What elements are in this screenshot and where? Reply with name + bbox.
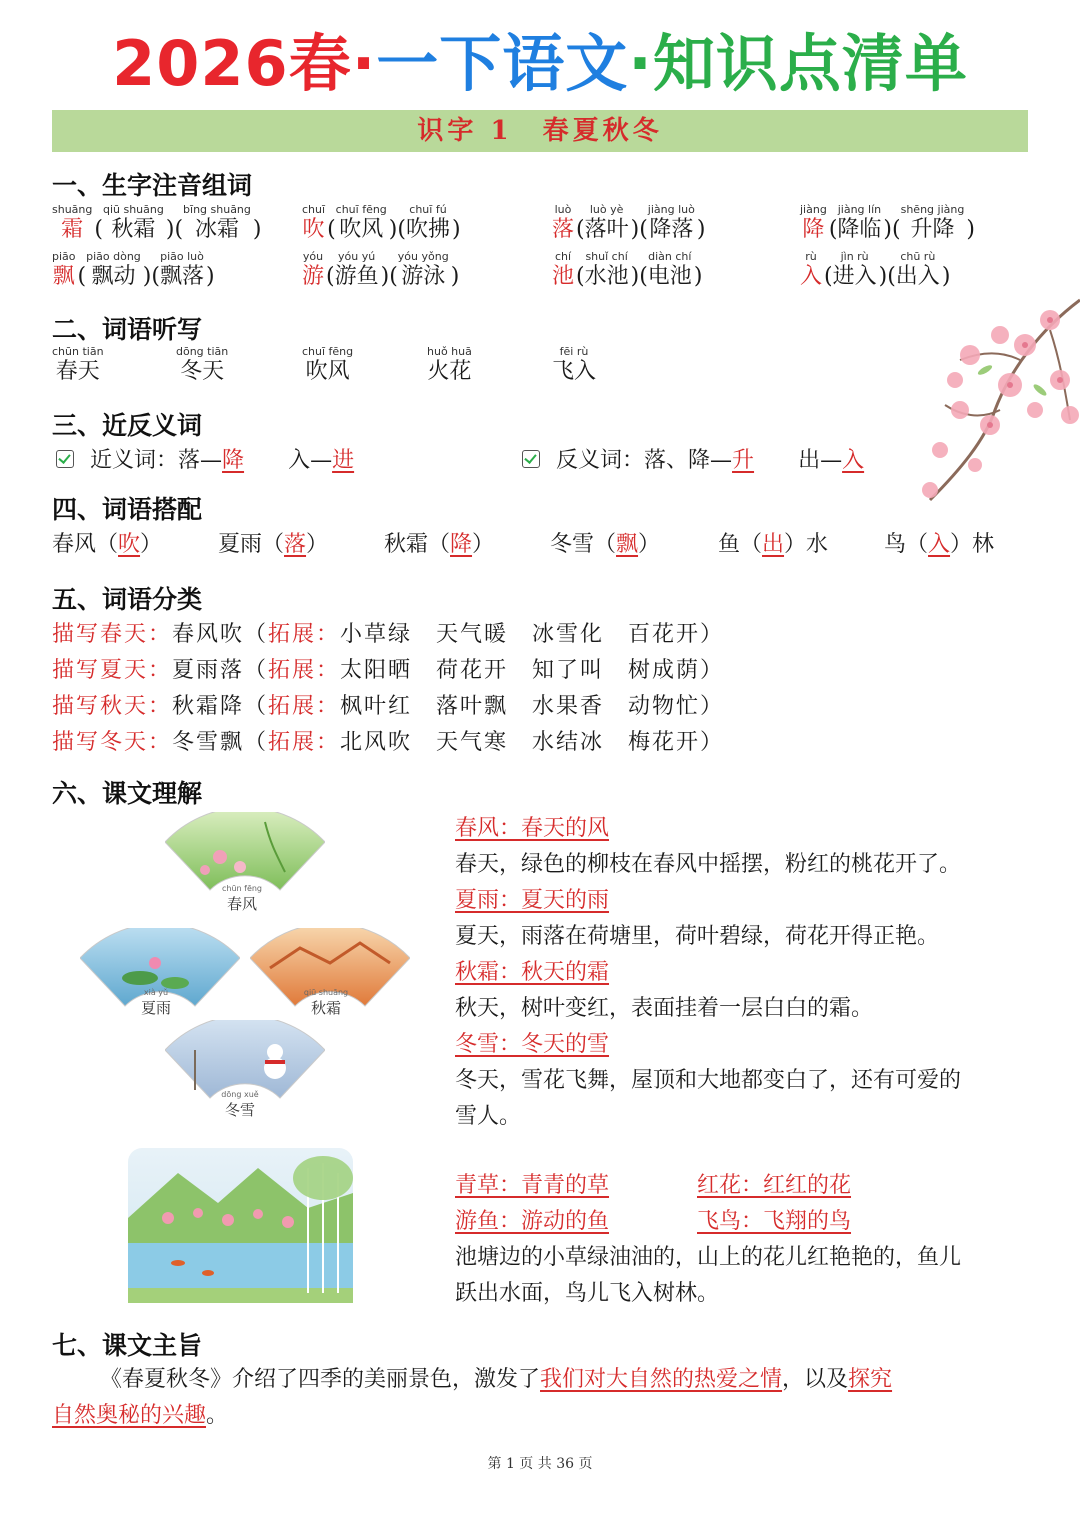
hanzi: 池 <box>552 264 575 289</box>
pinyin: chí <box>554 250 572 263</box>
dictation-item <box>302 345 355 386</box>
hanzi: 飘落 <box>159 264 204 289</box>
dictation-word <box>552 345 596 386</box>
checkbox-icon <box>56 450 74 468</box>
classification-row: 描写秋天：秋霜降（拓展：枫叶红 落叶飘 水果香 动物忙） <box>52 694 725 719</box>
pinyin: chuī fēng <box>335 203 387 216</box>
peach-blossom-decoration <box>900 290 1080 530</box>
hanzi: 吹拂 <box>405 217 450 242</box>
word-2 <box>901 203 965 244</box>
bracket: ) <box>205 264 215 289</box>
section-heading-7: 七、课文主旨 <box>52 1331 203 1360</box>
word-2 <box>648 203 695 244</box>
word-1 <box>103 203 164 244</box>
word-2 <box>406 203 450 244</box>
bracket: ( <box>576 217 585 242</box>
bracket: ) <box>451 217 461 242</box>
bracket: ( <box>94 217 103 242</box>
classification-row: 描写冬天：冬雪飘（拓展：北风吹 天气寒 水结冰 梅花开） <box>52 730 725 755</box>
antonyms-line: 反义词：落、降—升 出—入 <box>522 443 864 474</box>
pinyin: chuī <box>302 203 326 216</box>
hanzi: 飘 <box>52 264 75 289</box>
hanzi: 霜 <box>61 217 84 242</box>
word-2 <box>183 203 251 244</box>
pair-row-2b: 飞鸟：飞翔的鸟 <box>697 1209 852 1234</box>
char-main <box>52 203 92 244</box>
dictation-word <box>176 345 228 386</box>
checkbox-icon <box>522 450 540 468</box>
hanzi: 游泳 <box>401 264 446 289</box>
hanzi: 电池 <box>647 264 692 289</box>
bracket: ) <box>696 217 706 242</box>
hanzi: 游 <box>302 264 325 289</box>
hanzi: 落 <box>552 217 575 242</box>
pinyin: bīng shuāng <box>183 203 251 216</box>
bracket: ) <box>450 264 460 289</box>
word-2 <box>160 250 204 291</box>
pinyin: chū rù <box>900 250 936 263</box>
word-2 <box>896 250 940 291</box>
pinyin: jiàng luò <box>647 203 695 216</box>
pinyin: fēi rù <box>559 345 589 358</box>
hanzi: 出入 <box>895 264 940 289</box>
fan-label-winter: dōng xuě 冬雪 <box>221 1090 259 1119</box>
page-title: 2026春·一下语文·知识点清单 <box>112 27 968 100</box>
hanzi: 入 <box>800 264 823 289</box>
collocation-item: 春风（吹） <box>52 532 163 557</box>
understanding-heading: 秋霜：秋天的霜 <box>455 960 610 985</box>
synonyms-line: 近义词：落—降 入—进 <box>56 443 354 474</box>
hanzi: 吹风 <box>305 359 350 384</box>
pinyin: qiū shuāng <box>102 203 164 216</box>
hanzi: 火花 <box>427 359 472 384</box>
hanzi: 游鱼 <box>334 264 379 289</box>
pinyin: rù <box>805 250 817 263</box>
classification-row: 描写春天：春风吹（拓展：小草绿 天气暖 冰雪化 百花开） <box>52 622 725 647</box>
pinyin: jiàng lín <box>837 203 882 216</box>
theme-line-1: 《春夏秋冬》介绍了四季的美丽景色，激发了我们对大自然的热爱之情，以及探究 <box>100 1367 893 1392</box>
char-entry <box>302 250 459 291</box>
winter-fan-illustration <box>165 1020 325 1100</box>
bracket: ) <box>966 217 975 242</box>
bracket: ( <box>326 264 335 289</box>
char-main <box>52 250 76 291</box>
pond-description-2: 跃出水面，鸟儿飞入树林。 <box>455 1281 720 1306</box>
pinyin: diàn chí <box>648 250 692 263</box>
hanzi: 进入 <box>832 264 877 289</box>
bracket: )( <box>883 217 901 242</box>
pond-landscape-illustration <box>128 1148 353 1303</box>
pond-description-1: 池塘边的小草绿油油的，山上的花儿红艳艳的，鱼儿 <box>455 1245 962 1270</box>
bracket: ) <box>693 264 703 289</box>
pinyin: chūn tiān <box>52 345 104 358</box>
hanzi: 吹风 <box>339 217 384 242</box>
understanding-text: 雪人。 <box>455 1104 522 1129</box>
spring-fan-illustration <box>165 812 325 892</box>
bracket: )( <box>165 217 184 242</box>
char-entry <box>302 203 461 244</box>
char-entry <box>800 250 950 291</box>
hanzi: 飘动 <box>91 264 136 289</box>
section-heading-5: 五、词语分类 <box>52 585 203 614</box>
pinyin: piāo luò <box>160 250 204 263</box>
page-footer: 第 1 页 共 36 页 <box>487 1456 593 1472</box>
pinyin: yóu yú <box>338 250 376 263</box>
collocation-item: 夏雨（落） <box>218 532 329 557</box>
pinyin: luò <box>554 203 572 216</box>
pinyin: chuī fēng <box>302 345 354 358</box>
section-heading-4: 四、词语搭配 <box>52 495 203 524</box>
word-1 <box>837 203 881 244</box>
hanzi: 秋霜 <box>111 217 156 242</box>
pinyin: shuāng <box>52 203 93 216</box>
bracket: )( <box>388 217 406 242</box>
bracket: )( <box>630 217 648 242</box>
understanding-text: 春天，绿色的柳枝在春风中摇摆，粉红的桃花开了。 <box>455 852 962 877</box>
word-1 <box>86 250 141 291</box>
hanzi: 春天 <box>55 359 100 384</box>
word-2 <box>648 250 692 291</box>
fan-label-autumn: qiū shuāng 秋霜 <box>303 988 349 1017</box>
dictation-item <box>176 345 230 386</box>
fan-label-spring: chūn fēng 春风 <box>221 884 263 913</box>
collocation-item: 鸟（入）林 <box>884 532 995 557</box>
dictation-item <box>427 345 474 386</box>
pinyin: chuī fú <box>409 203 447 216</box>
bracket: ( <box>327 217 336 242</box>
bracket: )( <box>380 264 398 289</box>
understanding-heading: 春风：春天的风 <box>455 816 610 841</box>
collocation-item: 鱼（出）水 <box>718 532 829 557</box>
pair-row-1: 青草：青青的草 <box>455 1173 610 1198</box>
understanding-text: 冬天，雪花飞舞，屋顶和大地都变白了，还有可爱的 <box>455 1068 962 1093</box>
hanzi: 降临 <box>837 217 882 242</box>
pinyin: yóu <box>302 250 324 263</box>
hanzi: 冬天 <box>180 359 225 384</box>
section-heading-2: 二、词语听写 <box>52 315 203 344</box>
dictation-word <box>302 345 353 386</box>
fan-label-summer: xià yǔ 夏雨 <box>140 988 171 1017</box>
word-1 <box>336 203 387 244</box>
hanzi: 水池 <box>584 264 629 289</box>
pinyin: yóu yǒng <box>397 250 449 263</box>
char-main <box>552 203 574 244</box>
lesson-banner: 识字 1 春夏秋冬 <box>52 110 1028 152</box>
char-main <box>302 203 325 244</box>
pinyin: jìn rù <box>840 250 869 263</box>
word-1 <box>335 250 379 291</box>
collocation-item: 秋霜（降） <box>384 532 495 557</box>
char-main <box>302 250 324 291</box>
bracket: )( <box>630 264 648 289</box>
char-main <box>800 203 827 244</box>
understanding-heading: 夏雨：夏天的雨 <box>455 888 610 913</box>
bracket: ( <box>77 264 87 289</box>
bracket: ) <box>941 264 951 289</box>
pinyin: huǒ huā <box>427 345 472 358</box>
pinyin: shēng jiàng <box>900 203 965 216</box>
hanzi: 降 <box>802 217 825 242</box>
word-2 <box>398 250 449 291</box>
pinyin: dōng tiān <box>176 345 229 358</box>
understanding-heading: 冬雪：冬天的雪 <box>455 1032 610 1057</box>
char-main <box>800 250 822 291</box>
hanzi: 飞入 <box>552 359 597 384</box>
word-1 <box>833 250 877 291</box>
bracket: ( <box>828 217 838 242</box>
pinyin: shuǐ chí <box>585 250 628 263</box>
dictation-word <box>52 345 104 386</box>
hanzi: 落叶 <box>584 217 629 242</box>
pinyin: piāo dòng <box>86 250 141 263</box>
word-1 <box>585 250 629 291</box>
dictation-item <box>52 345 106 386</box>
char-entry <box>552 250 702 291</box>
hanzi: 冰霜 <box>194 217 239 242</box>
char-entry <box>52 250 215 291</box>
bracket: )( <box>878 264 896 289</box>
section-heading-1: 一、生字注音组词 <box>52 171 253 200</box>
understanding-text: 秋天，树叶变红，表面挂着一层白白的霜。 <box>455 996 874 1021</box>
hanzi: 降落 <box>649 217 694 242</box>
collocation-item: 冬雪（飘） <box>550 532 661 557</box>
dictation-word <box>427 345 472 386</box>
section-heading-3: 三、近反义词 <box>52 411 203 440</box>
pinyin: luò yè <box>589 203 624 216</box>
bracket: ) <box>252 217 262 242</box>
pair-row-1b: 红花：红红的花 <box>697 1173 852 1198</box>
hanzi: 吹 <box>302 217 325 242</box>
char-entry <box>52 203 261 244</box>
bracket: ( <box>576 264 585 289</box>
pair-row-2: 游鱼：游动的鱼 <box>455 1209 610 1234</box>
bracket: ( <box>824 264 833 289</box>
pinyin: piāo <box>52 250 76 263</box>
theme-line-2: 自然奥秘的兴趣。 <box>52 1403 229 1428</box>
understanding-text: 夏天，雨落在荷塘里，荷叶碧绿，荷花开得正艳。 <box>455 924 940 949</box>
char-entry <box>800 203 975 244</box>
word-1 <box>585 203 629 244</box>
section-heading-6: 六、课文理解 <box>52 779 203 808</box>
char-entry <box>552 203 705 244</box>
hanzi: 升降 <box>910 217 955 242</box>
classification-row: 描写夏天：夏雨落（拓展：太阳晒 荷花开 知了叫 树成荫） <box>52 658 725 683</box>
pinyin: jiàng <box>800 203 827 216</box>
char-main <box>552 250 574 291</box>
bracket: )( <box>142 264 160 289</box>
dictation-item <box>552 345 598 386</box>
